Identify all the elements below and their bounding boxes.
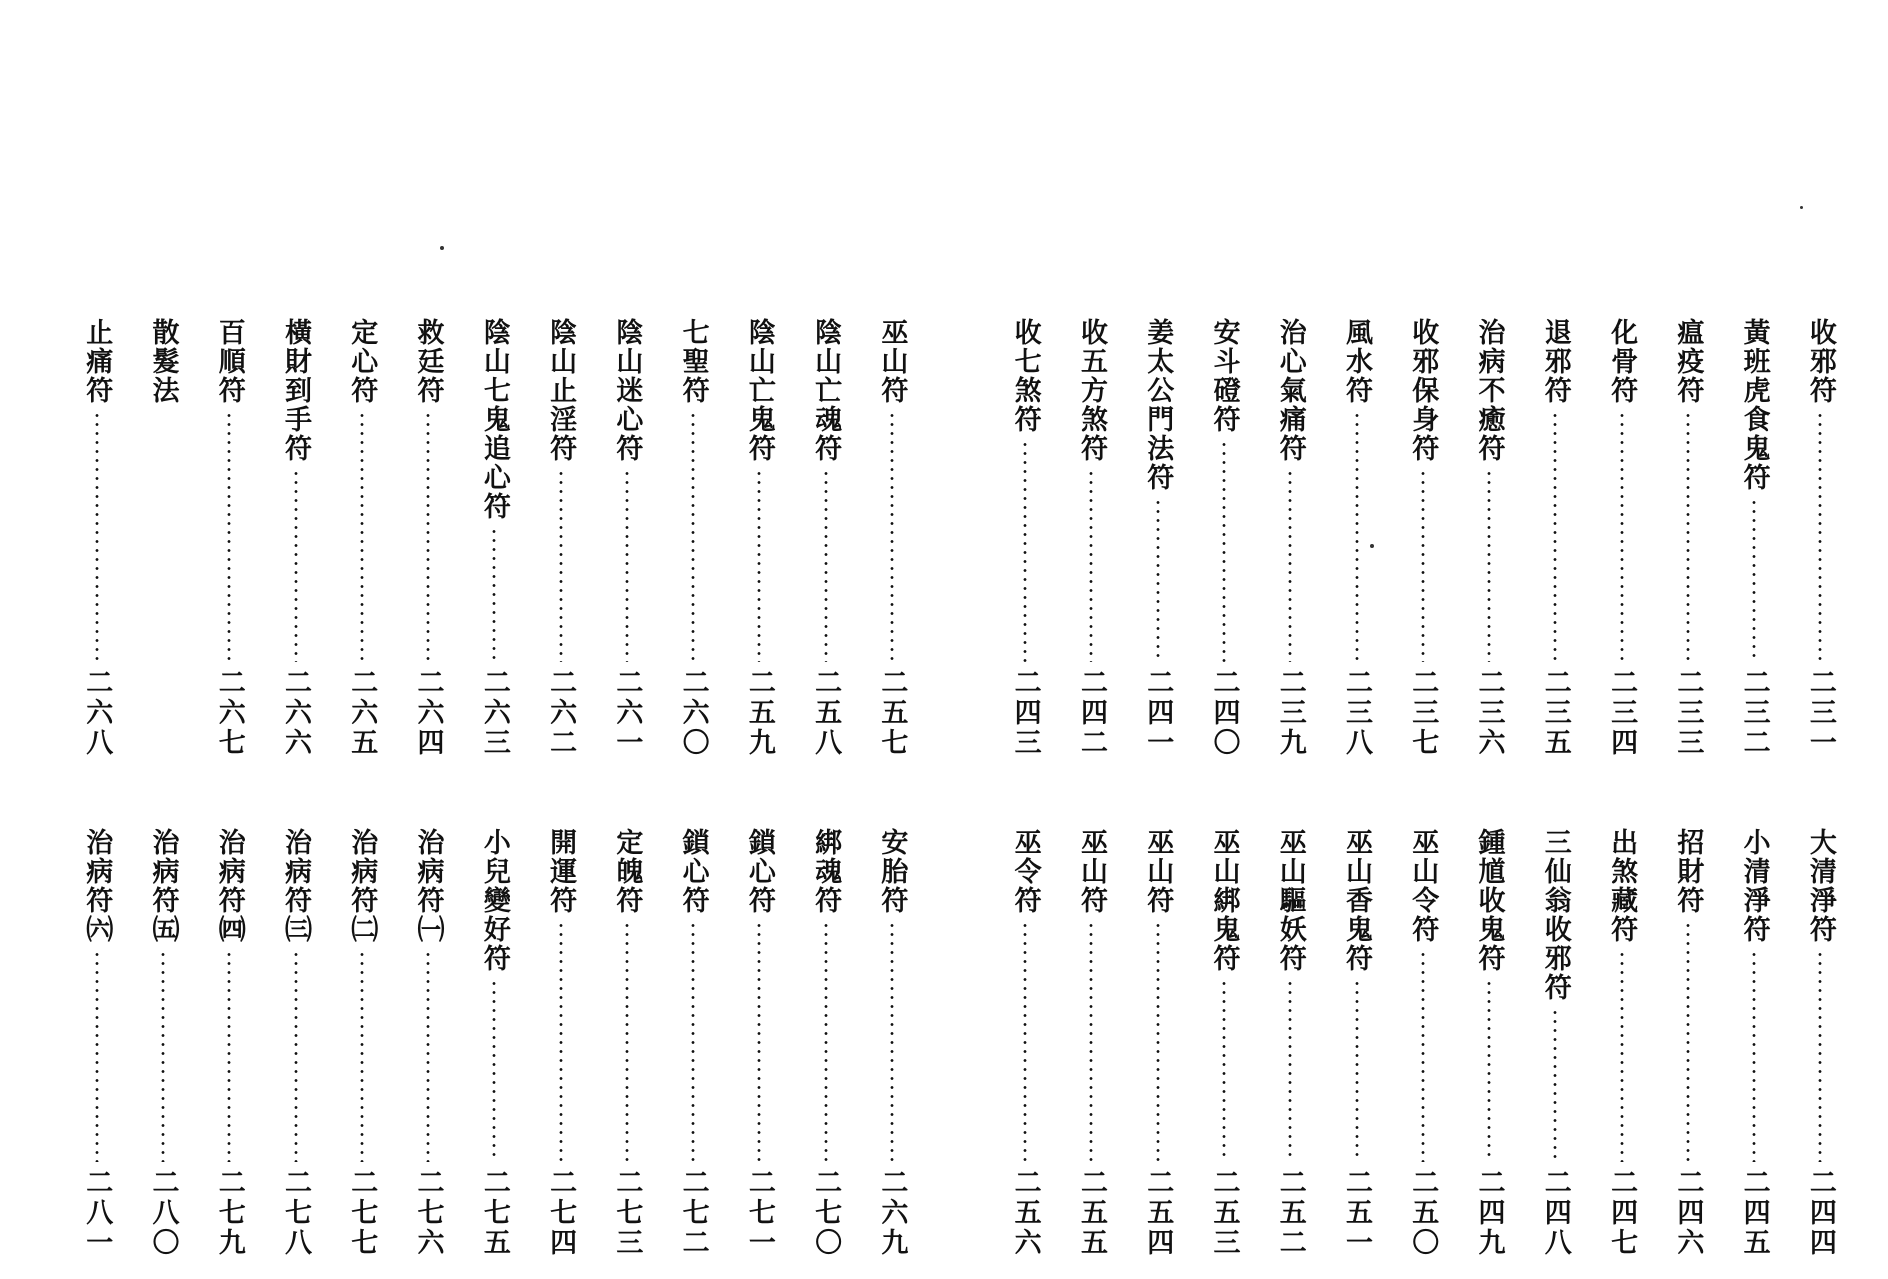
toc-entry bbox=[1459, 318, 1518, 758]
toc-leader-dots bbox=[95, 950, 99, 1162]
toc-entry bbox=[796, 828, 855, 1258]
toc-entry bbox=[1393, 318, 1452, 758]
toc-entry-page-number: 二四〇 bbox=[1208, 668, 1240, 758]
toc-entry-page-number: 二五三 bbox=[1208, 1168, 1240, 1258]
toc-entry-title: 止痛符 bbox=[81, 318, 113, 405]
toc-entry-page-number: 二三四 bbox=[1606, 668, 1638, 758]
toc-entry bbox=[1128, 318, 1187, 758]
toc-leader-dots bbox=[625, 469, 629, 662]
toc-entry-page-number: 二五二 bbox=[1274, 1168, 1306, 1258]
toc-entry-title: 收五方煞符 bbox=[1075, 318, 1107, 463]
toc-leader-dots bbox=[1553, 411, 1557, 662]
toc-entry bbox=[1062, 828, 1121, 1258]
toc-entry bbox=[730, 318, 789, 758]
toc-leader-dots bbox=[1156, 921, 1160, 1162]
toc-entry-page-number: 二七九 bbox=[213, 1168, 245, 1258]
toc-leader-dots bbox=[1355, 979, 1359, 1162]
toc-entry-page-number: 二四七 bbox=[1606, 1168, 1638, 1258]
toc-entry-title: 陰山迷心符 bbox=[611, 318, 643, 463]
toc-entry-page-number: 二四五 bbox=[1738, 1168, 1770, 1258]
toc-entry-title: 綁魂符 bbox=[810, 828, 842, 915]
toc-leader-dots bbox=[1686, 411, 1690, 662]
toc-entry-page-number: 二七〇 bbox=[810, 1168, 842, 1258]
toc-entry-page-number: 二五八 bbox=[810, 668, 842, 758]
toc-leader-dots bbox=[492, 527, 496, 662]
scan-speck bbox=[440, 246, 444, 250]
toc-leader-dots bbox=[1553, 1008, 1557, 1162]
toc-leader-dots bbox=[294, 950, 298, 1162]
toc-entry-page-number: 二七四 bbox=[545, 1168, 577, 1258]
toc-leader-dots bbox=[1752, 498, 1756, 662]
toc-entry-page-number: 二四八 bbox=[1539, 1168, 1571, 1258]
toc-entry-title: 出煞藏符 bbox=[1606, 828, 1638, 944]
toc-entry bbox=[1459, 828, 1518, 1258]
toc-entry bbox=[266, 318, 325, 758]
toc-entry-title: 救廷符 bbox=[412, 318, 444, 405]
toc-leader-dots bbox=[492, 979, 496, 1162]
toc-entry bbox=[996, 828, 1055, 1258]
toc-entry bbox=[1791, 828, 1850, 1258]
toc-entry-title: 退邪符 bbox=[1539, 318, 1571, 405]
toc-entry bbox=[597, 318, 656, 758]
toc-entry bbox=[730, 828, 789, 1258]
toc-entry bbox=[398, 318, 457, 758]
toc-entry-title: 治病符㈢ bbox=[280, 828, 312, 944]
toc-entry-page-number: 二三九 bbox=[1274, 668, 1306, 758]
toc-entry-title: 巫山綁鬼符 bbox=[1208, 828, 1240, 973]
toc-entry-title: 巫山令符 bbox=[1407, 828, 1439, 944]
toc-entry bbox=[465, 828, 524, 1258]
toc-leader-dots bbox=[559, 469, 563, 662]
toc-entry-page-number: 二三二 bbox=[1738, 668, 1770, 758]
toc-leader-dots bbox=[1752, 950, 1756, 1162]
toc-entry bbox=[1658, 318, 1717, 758]
toc-entry-title: 安斗磴符 bbox=[1208, 318, 1240, 434]
toc-entry-page-number: 二五一 bbox=[1341, 1168, 1372, 1258]
toc-entry-title: 開運符 bbox=[545, 828, 577, 915]
toc-entry-title: 散髮法 bbox=[147, 318, 179, 405]
toc-leader-dots bbox=[1089, 921, 1093, 1162]
toc-entry-page-number: 二三七 bbox=[1407, 668, 1439, 758]
toc-entry-title: 巫山香鬼符 bbox=[1341, 828, 1372, 973]
toc-leader-dots bbox=[625, 921, 629, 1162]
toc-leader-dots bbox=[1421, 469, 1425, 662]
toc-entry-title: 陰山七鬼追心符 bbox=[478, 318, 510, 521]
toc-leader-dots bbox=[1686, 921, 1690, 1162]
toc-leader-dots bbox=[757, 469, 761, 662]
toc-entry-title: 巫令符 bbox=[1009, 828, 1041, 915]
toc-leader-dots bbox=[1487, 979, 1491, 1162]
toc-entry-title: 治病符㈤ bbox=[147, 828, 179, 944]
toc-entry-title: 鎖心符 bbox=[743, 828, 775, 915]
toc-entry-title: 鍾馗收鬼符 bbox=[1473, 828, 1505, 973]
toc-entry bbox=[862, 828, 921, 1258]
toc-entry bbox=[1592, 828, 1651, 1258]
toc-entry-title: 陰山亡鬼符 bbox=[743, 318, 775, 463]
toc-entry-page-number: 二六六 bbox=[280, 668, 312, 758]
toc-leader-dots bbox=[1620, 950, 1624, 1162]
toc-entry-page-number: 二七六 bbox=[412, 1168, 444, 1258]
toc-entry-page-number: 二三一 bbox=[1804, 668, 1836, 758]
toc-entry-title: 治病符㈥ bbox=[81, 828, 113, 944]
toc-entry-page-number: 二五六 bbox=[1009, 1168, 1041, 1258]
toc-entry-title: 巫山符 bbox=[1142, 828, 1174, 915]
toc-leader-dots bbox=[1355, 411, 1359, 662]
toc-bottom-block bbox=[60, 828, 1850, 1258]
toc-leader-dots bbox=[360, 950, 364, 1162]
toc-entry bbox=[1327, 318, 1386, 758]
toc-entry bbox=[1194, 318, 1253, 758]
toc-leader-dots bbox=[1222, 979, 1226, 1162]
toc-entry-title: 治病符㈠ bbox=[412, 828, 444, 944]
toc-entry bbox=[332, 828, 391, 1258]
toc-entry-title: 百順符 bbox=[213, 318, 245, 405]
toc-entry-title: 巫山符 bbox=[1075, 828, 1107, 915]
scan-speck bbox=[1370, 544, 1374, 548]
toc-entry-title: 陰山亡魂符 bbox=[810, 318, 842, 463]
toc-leader-dots bbox=[824, 921, 828, 1162]
toc-entry-title: 招財符 bbox=[1672, 828, 1704, 915]
toc-leader-dots bbox=[95, 411, 99, 662]
toc-entry-title: 化骨符 bbox=[1606, 318, 1638, 405]
toc-entry-page-number: 二七五 bbox=[478, 1168, 510, 1258]
toc-entry-title: 三仙翁收邪符 bbox=[1539, 828, 1571, 1002]
toc-entry bbox=[1128, 828, 1187, 1258]
toc-entry-title: 收邪保身符 bbox=[1407, 318, 1439, 463]
toc-entry-page-number: 二六三 bbox=[478, 668, 510, 758]
toc-leader-dots bbox=[757, 921, 761, 1162]
toc-entry-page-number: 二四三 bbox=[1009, 668, 1041, 758]
toc-entry-title: 巫山驅妖符 bbox=[1274, 828, 1306, 973]
toc-entry-title: 黃班虎食鬼符 bbox=[1738, 318, 1770, 492]
toc-entry bbox=[1327, 828, 1386, 1258]
toc-entry-page-number: 二六二 bbox=[545, 668, 577, 758]
toc-leader-dots bbox=[691, 921, 695, 1162]
toc-leader-dots bbox=[227, 411, 231, 662]
toc-entry-page-number: 二五〇 bbox=[1407, 1168, 1439, 1258]
toc-leader-dots bbox=[161, 950, 165, 1162]
toc-entry bbox=[1261, 828, 1320, 1258]
toc-entry-title: 橫財到手符 bbox=[280, 318, 312, 463]
toc-entry-page-number: 二七三 bbox=[611, 1168, 643, 1258]
toc-entry bbox=[67, 318, 126, 758]
toc-entry-page-number: 二七八 bbox=[280, 1168, 312, 1258]
toc-top-block bbox=[60, 318, 1850, 758]
toc-entry-title: 大清淨符 bbox=[1804, 828, 1836, 944]
toc-entry bbox=[200, 318, 259, 758]
toc-entry-page-number: 二六四 bbox=[412, 668, 444, 758]
toc-entry bbox=[398, 828, 457, 1258]
toc-entry bbox=[796, 318, 855, 758]
toc-entry bbox=[531, 828, 590, 1258]
toc-entry-title: 七聖符 bbox=[677, 318, 709, 405]
toc-entry-page-number: 二六〇 bbox=[677, 668, 709, 758]
toc-entry-page-number: 二八〇 bbox=[147, 1168, 179, 1258]
toc-entry-page-number: 二六七 bbox=[213, 668, 245, 758]
toc-entry-page-number: 二四一 bbox=[1142, 668, 1174, 758]
toc-entry-page-number: 二六八 bbox=[81, 668, 113, 758]
toc-entry-page-number: 二五九 bbox=[743, 668, 775, 758]
toc-entry bbox=[200, 828, 259, 1258]
toc-entry-title: 治病符㈣ bbox=[213, 828, 245, 944]
toc-entry-title: 風水符 bbox=[1341, 318, 1372, 405]
toc-leader-dots bbox=[824, 469, 828, 662]
toc-leader-dots bbox=[1288, 469, 1292, 662]
toc-leader-dots bbox=[1818, 411, 1822, 662]
toc-leader-dots bbox=[1023, 440, 1027, 662]
toc-entry-title: 收七煞符 bbox=[1009, 318, 1041, 434]
toc-entry-page-number: 二三五 bbox=[1539, 668, 1571, 758]
toc-leader-dots bbox=[1222, 440, 1226, 662]
toc-leader-dots bbox=[1620, 411, 1624, 662]
toc-entry-page-number: 二五四 bbox=[1142, 1168, 1174, 1258]
toc-entry-page-number: 二四九 bbox=[1473, 1168, 1505, 1258]
toc-entry-page-number: 二四六 bbox=[1672, 1168, 1704, 1258]
toc-leader-dots bbox=[426, 950, 430, 1162]
toc-leader-dots bbox=[890, 411, 894, 662]
toc-entry bbox=[266, 828, 325, 1258]
toc-entry-page-number: 二七二 bbox=[677, 1168, 709, 1258]
toc-entry-title: 陰山止淫符 bbox=[545, 318, 577, 463]
toc-entry bbox=[67, 828, 126, 1258]
toc-entry-page-number: 二三八 bbox=[1341, 668, 1372, 758]
toc-entry bbox=[531, 318, 590, 758]
toc-leader-dots bbox=[1487, 469, 1491, 662]
toc-entry-page-number: 二七一 bbox=[743, 1168, 775, 1258]
toc-entry-page-number: 二三三 bbox=[1672, 668, 1704, 758]
toc-entry bbox=[1791, 318, 1850, 758]
toc-entry bbox=[133, 318, 192, 758]
toc-entry-title: 小清淨符 bbox=[1738, 828, 1770, 944]
toc-entry bbox=[1526, 318, 1585, 758]
scan-speck bbox=[1800, 206, 1803, 209]
toc-entry-title: 小兒變好符 bbox=[478, 828, 510, 973]
toc-entry bbox=[996, 318, 1055, 758]
toc-entry-page-number: 二四二 bbox=[1075, 668, 1107, 758]
toc-entry-title: 巫山符 bbox=[876, 318, 908, 405]
toc-entry bbox=[332, 318, 391, 758]
toc-entry-page-number: 二三六 bbox=[1473, 668, 1505, 758]
toc-entry bbox=[1526, 828, 1585, 1258]
toc-leader-dots bbox=[1421, 950, 1425, 1162]
toc-entry bbox=[1724, 828, 1783, 1258]
toc-entry-page-number: 二五七 bbox=[876, 668, 908, 758]
toc-leader-dots bbox=[227, 950, 231, 1162]
toc-entry bbox=[862, 318, 921, 758]
toc-entry bbox=[133, 828, 192, 1258]
toc-leader-dots bbox=[1288, 979, 1292, 1162]
toc-leader-dots bbox=[294, 469, 298, 662]
toc-leader-dots bbox=[559, 921, 563, 1162]
toc-entry-title: 瘟疫符 bbox=[1672, 318, 1704, 405]
toc-entry-title: 治病符㈡ bbox=[346, 828, 378, 944]
toc-entry bbox=[663, 828, 722, 1258]
toc-entry bbox=[663, 318, 722, 758]
toc-leader-dots bbox=[360, 411, 364, 662]
toc-entry bbox=[1724, 318, 1783, 758]
toc-entry bbox=[597, 828, 656, 1258]
toc-entry bbox=[1261, 318, 1320, 758]
toc-entry-title: 定心符 bbox=[346, 318, 378, 405]
toc-entry bbox=[1062, 318, 1121, 758]
toc-entry-title: 治病不癒符 bbox=[1473, 318, 1505, 463]
toc-leader-dots bbox=[890, 921, 894, 1162]
toc-entry-page-number: 二五五 bbox=[1075, 1168, 1107, 1258]
toc-leader-dots bbox=[1023, 921, 1027, 1162]
toc-leader-dots bbox=[426, 411, 430, 662]
toc-leader-dots bbox=[1818, 950, 1822, 1162]
toc-entry bbox=[1194, 828, 1253, 1258]
toc-leader-dots bbox=[1089, 469, 1093, 662]
toc-entry bbox=[1658, 828, 1717, 1258]
toc-entry bbox=[1592, 318, 1651, 758]
toc-entry-title: 定魄符 bbox=[611, 828, 643, 915]
toc-entry-title: 姜太公門法符 bbox=[1142, 318, 1174, 492]
toc-leader-dots bbox=[1156, 498, 1160, 662]
toc-entry-title: 治心氣痛符 bbox=[1274, 318, 1306, 463]
toc-entry-page-number: 二六五 bbox=[346, 668, 378, 758]
toc-entry-title: 收邪符 bbox=[1804, 318, 1836, 405]
toc-entry bbox=[465, 318, 524, 758]
toc-entry-page-number: 二六一 bbox=[611, 668, 643, 758]
toc-entry-title: 安胎符 bbox=[876, 828, 908, 915]
toc-entry-title: 鎖心符 bbox=[677, 828, 709, 915]
toc-entry-page-number: 二六九 bbox=[876, 1168, 908, 1258]
toc-entry-page-number: 二八一 bbox=[81, 1168, 113, 1258]
toc-entry bbox=[1393, 828, 1452, 1258]
toc-entry-page-number: 二七七 bbox=[346, 1168, 378, 1258]
toc-entry-page-number: 二四四 bbox=[1804, 1168, 1836, 1258]
toc-leader-dots bbox=[691, 411, 695, 662]
